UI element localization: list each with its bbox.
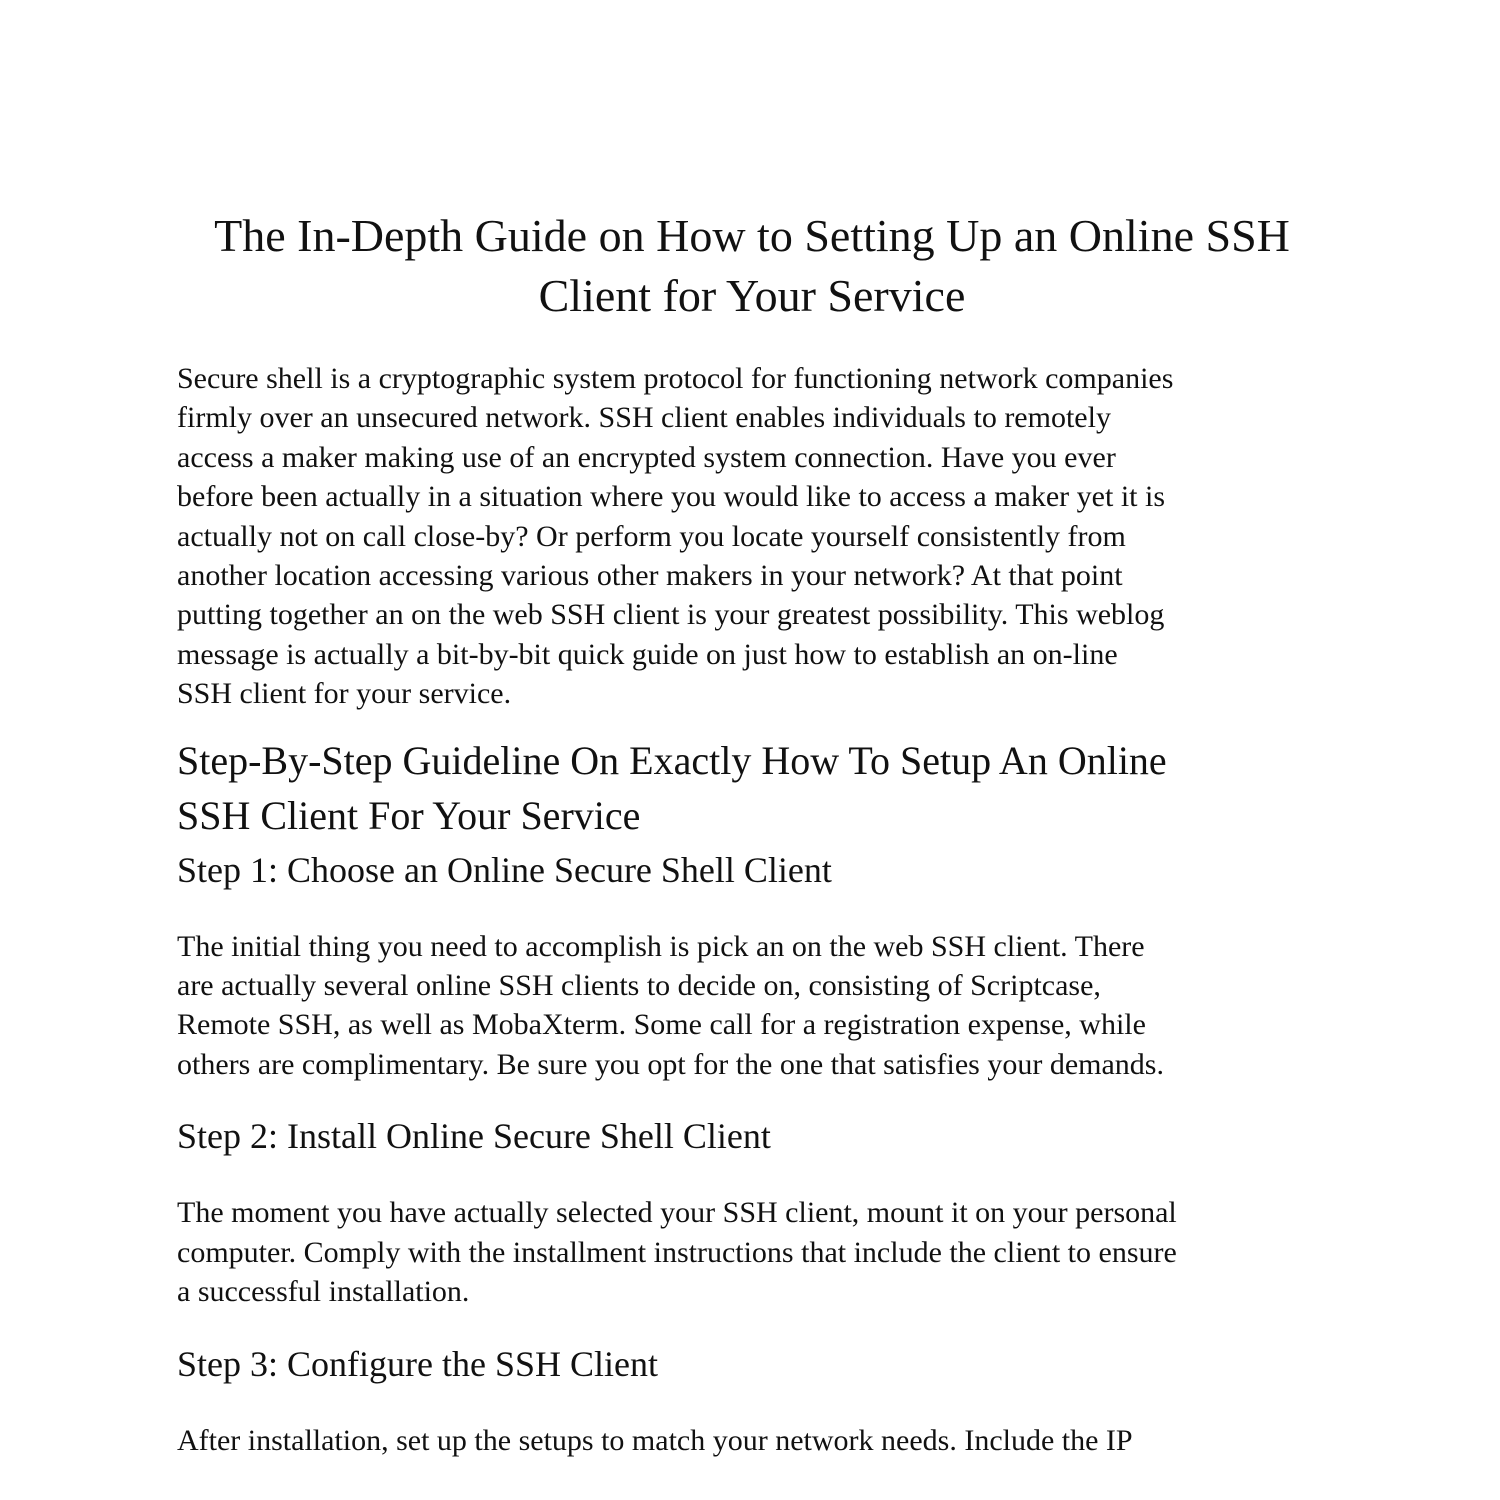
step-1-body	[177, 927, 1327, 1085]
step-2-title: Step 2: Install Online Secure Shell Client	[177, 1116, 771, 1157]
intro-line: Secure shell is a cryptographic system protocol for functioning network companies	[177, 362, 1174, 395]
step-2-line: computer. Comply with the installment instructions that include the client to ensure	[177, 1235, 1177, 1269]
section-heading	[177, 733, 1327, 843]
step-3-line: After installation, set up the setups to match your network needs. Include the IP	[177, 1423, 1133, 1457]
intro-line: message is actually a bit-by-bit quick guide on just how to establish an on-line	[177, 637, 1118, 671]
document-content	[177, 206, 1327, 1460]
step-1-line: The initial thing you need to accomplish is pick an on the web SSH client. There	[177, 929, 1145, 963]
step-3-body	[177, 1421, 1327, 1460]
step-2-body	[177, 1193, 1327, 1311]
document-title	[177, 206, 1327, 326]
step-2-line: a successful installation.	[177, 1275, 470, 1309]
section-heading-line: Step-By-Step Guideline On Exactly How To Setup An Online	[177, 737, 1167, 783]
intro-line: firmly over an unsecured network. SSH client enables individuals to remotely	[177, 401, 1111, 435]
title-line: The In-Depth Guide on How to Setting Up an Online SSH	[214, 210, 1290, 261]
step-1-line: Remote SSH, as well as MobaXterm. Some call for a registration expense, while	[177, 1008, 1146, 1042]
step-3-title: Step 3: Configure the SSH Client	[177, 1343, 658, 1384]
title-line: Client for Your Service	[538, 270, 966, 321]
section-heading-line: SSH Client For Your Service	[177, 792, 641, 838]
intro-line: putting together an on the web SSH client is your greatest possibility. This weblog	[177, 598, 1165, 632]
intro-line: SSH client for your service.	[177, 677, 512, 711]
step-1-line: are actually several online SSH clients to decide on, consisting of Scriptcase,	[177, 969, 1101, 1003]
intro-line: actually not on call close-by? Or perform you locate yourself consistently from	[177, 519, 1126, 553]
intro-line: before been actually in a situation where you would like to access a maker yet it is	[177, 480, 1165, 514]
step-2-line: The moment you have actually selected your SSH client, mount it on your personal	[177, 1196, 1177, 1230]
intro-paragraph	[177, 359, 1327, 714]
intro-line: another location accessing various other makers in your network? At that point	[177, 559, 1123, 593]
step-1-line: others are complimentary. Be sure you opt for the one that satisfies your demands.	[177, 1047, 1164, 1081]
step-1-title: Step 1: Choose an Online Secure Shell Client	[177, 849, 832, 890]
intro-line: access a maker making use of an encrypted system connection. Have you ever	[177, 440, 1116, 474]
